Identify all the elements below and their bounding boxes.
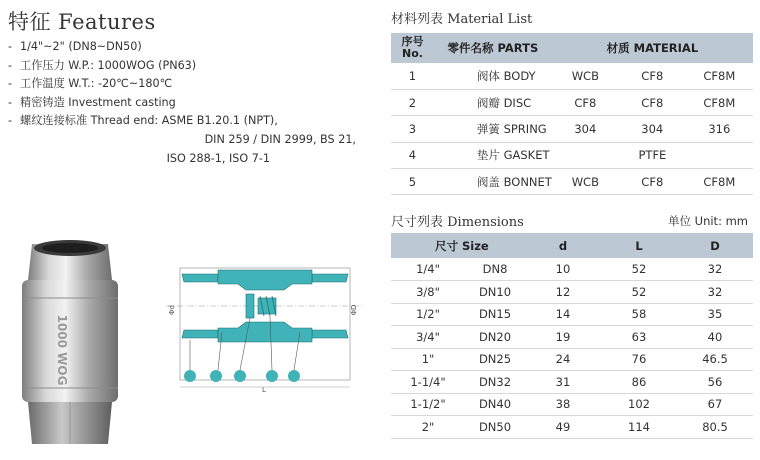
table-row [391,303,753,326]
features-list [8,38,380,168]
material-3: CF8M [686,89,753,115]
material-2: CF8 [619,63,686,89]
valve-marking: 1000 WOG [55,314,69,386]
callout-balloon [288,370,300,382]
feature-thread-end: - 螺纹连接标准 Thread end: ASME B1.20.1 (NPT), [8,114,278,128]
dim-d: 14 [525,303,601,326]
part-name: 阀瓣 DISC [434,89,552,115]
callout-balloon [234,370,246,382]
callout-balloon [210,370,222,382]
table-row [391,416,753,439]
feature-casting: - 精密铸造 Investment casting [8,95,176,109]
material-3: CF8M [686,63,753,89]
dim-L: 63 [601,326,677,349]
header-d: d [525,233,601,258]
callout-balloon [266,370,278,382]
dim-L: 114 [601,416,677,439]
dim-d: 12 [525,281,601,304]
size-dn: DN15 [465,303,525,326]
table-row [391,169,753,195]
size-inch: 1" [391,348,465,371]
material-1: WCB [552,63,619,89]
table-row [391,371,753,394]
unit-note: 单位 Unit: mm [668,214,748,228]
table-row [391,63,753,89]
row-no: 5 [391,169,434,195]
row-no: 1 [391,63,434,89]
size-dn: DN40 [465,393,525,416]
dim-d: 24 [525,348,601,371]
dim-d: 10 [525,258,601,281]
dim-D: 32 [677,258,753,281]
feature-thread-standards-2: ISO 288-1, ISO 7-1 [166,151,270,165]
size-dn: DN20 [465,326,525,349]
header-size: 尺寸 Size [391,233,525,258]
dim-L: 86 [601,371,677,394]
material-3: 316 [686,116,753,142]
material-2: 304 [619,116,686,142]
part-name: 垫片 GASKET [434,142,552,168]
size-dn: DN8 [465,258,525,281]
dim-D: 40 [677,326,753,349]
header-D: D [677,233,753,258]
size-inch: 1/4" [391,258,465,281]
features-title: 特征 Features [8,10,156,34]
table-row [391,348,753,371]
row-no: 2 [391,89,434,115]
size-inch: 1-1/4" [391,371,465,394]
material-1: WCB [552,169,619,195]
material-3: CF8M [686,169,753,195]
dim-D: 56 [677,371,753,394]
size-inch: 1-1/2" [391,393,465,416]
dimensions-table-header [391,233,753,258]
dim-D: 32 [677,281,753,304]
material-1: CF8 [552,89,619,115]
dim-D: 80.5 [677,416,753,439]
size-dn: DN25 [465,348,525,371]
dim-L: 58 [601,303,677,326]
feature-working-temperature: - 工作温度 W.T.: -20℃~180℃ [8,77,173,91]
material-table-header [391,33,753,63]
table-row [391,89,753,115]
feature-size-range: - 1/4"~2" (DN8~DN50) [8,40,142,53]
dim-D: 67 [677,393,753,416]
dim-d: 31 [525,371,601,394]
dim-L: 52 [601,281,677,304]
material-2: CF8 [619,89,686,115]
table-row [391,281,753,304]
dimensions-table [391,233,753,439]
material-table [391,33,753,195]
table-row [391,393,753,416]
header-material: 材质 MATERIAL [552,33,753,63]
dim-D: 35 [677,303,753,326]
size-dn: DN50 [465,416,525,439]
label-D: ΦD [350,304,358,316]
size-inch: 3/4" [391,326,465,349]
table-row [391,142,753,168]
callout-balloon [184,370,196,382]
dim-d: 38 [525,393,601,416]
part-name: 弹簧 SPRING [434,116,552,142]
table-row [391,326,753,349]
material-2: CF8 [619,169,686,195]
header-no: 序号 No. [391,33,434,63]
dim-L: 102 [601,393,677,416]
material-merged: PTFE [552,142,753,168]
feature-thread-standards-1: DIN 259 / DIN 2999, BS 21, [204,132,356,146]
size-inch: 2" [391,416,465,439]
valve-section-drawing [160,262,370,397]
dim-L: 76 [601,348,677,371]
dim-D: 46.5 [677,348,753,371]
dim-L: 52 [601,258,677,281]
table-row [391,258,753,281]
material-list-title: 材料列表 Material List [391,12,533,27]
header-parts: 零件名称 PARTS [434,33,552,63]
label-L: L [262,386,266,394]
material-1: 304 [552,116,619,142]
size-dn: DN10 [465,281,525,304]
valve-product-photo [10,238,130,453]
row-no: 4 [391,142,434,168]
size-dn: DN32 [465,371,525,394]
table-row [391,116,753,142]
dim-d: 19 [525,326,601,349]
feature-working-pressure: - 工作压力 W.P.: 1000WOG (PN63) [8,58,197,72]
row-no: 3 [391,116,434,142]
label-d: Φd [168,305,176,315]
header-L: L [601,233,677,258]
part-name: 阀盖 BONNET [434,169,552,195]
size-inch: 3/8" [391,281,465,304]
part-name: 阀体 BODY [434,63,552,89]
dim-d: 49 [525,416,601,439]
size-inch: 1/2" [391,303,465,326]
dimensions-title: 尺寸列表 Dimensions [391,215,524,230]
